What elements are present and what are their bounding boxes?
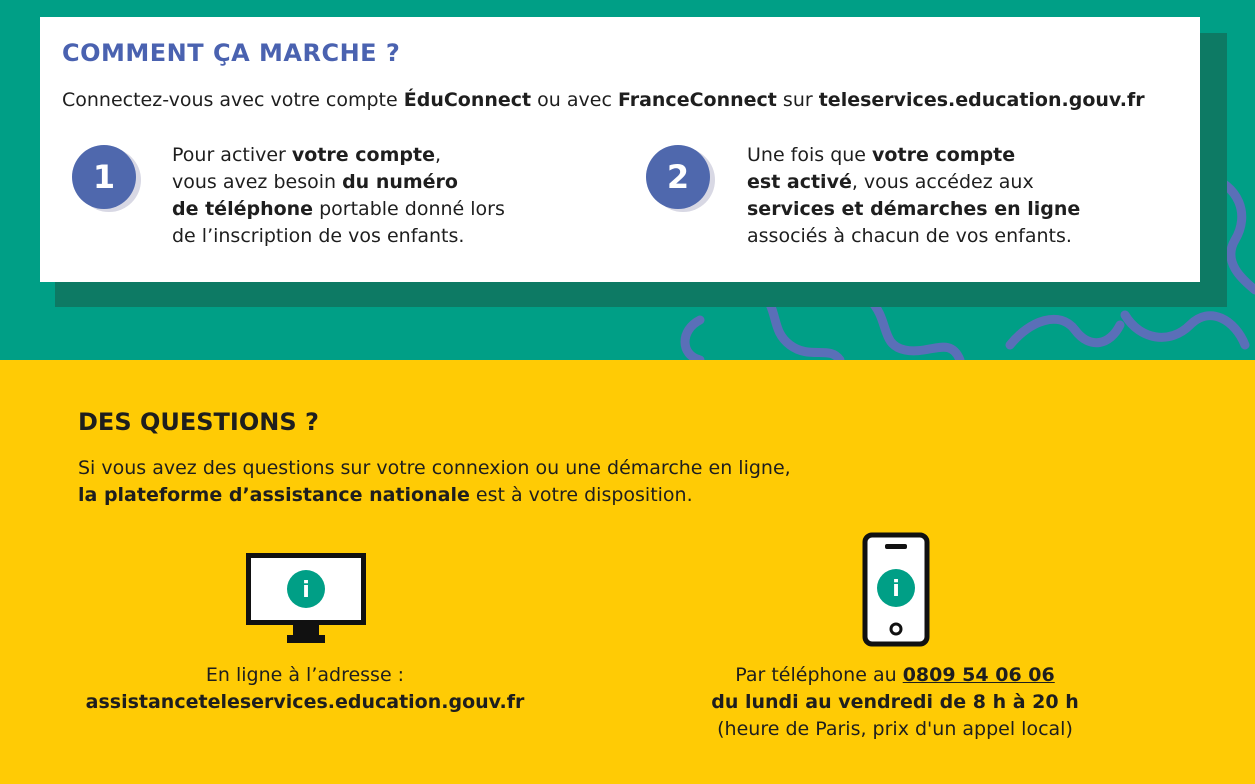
how-intro: Connectez-vous avec votre compte ÉduConnect ou avec FranceConnect sur teleservices.education.gouv.fr [62, 89, 1145, 111]
phone-label: Par téléphone au [735, 664, 903, 686]
online-contact [60, 662, 550, 716]
phone-number-link[interactable]: 0809 54 06 06 [902, 664, 1055, 686]
questions-section [0, 360, 1255, 784]
questions-text: Si vous avez des questions sur votre connexion ou une démarche en ligne, la plateforme d’assistance nationale est à votre disposition. [78, 457, 791, 506]
step-1-badge: 1 [72, 145, 136, 209]
teleservices-url[interactable]: teleservices.education.gouv.fr [818, 89, 1145, 111]
assistance-url[interactable]: assistanceteleservices.education.gouv.fr [85, 691, 525, 713]
phone-note: (heure de Paris, prix d'un appel local) [717, 718, 1073, 740]
franceconnect-label: FranceConnect [617, 89, 777, 111]
monitor-info-icon [246, 553, 366, 648]
monitor-info-letter: i [302, 578, 310, 603]
phone-hours: du lundi au vendredi de 8 h à 20 h [711, 691, 1079, 713]
educonnect-label: ÉduConnect [403, 89, 532, 111]
how-title: COMMENT ÇA MARCHE ? [62, 39, 401, 67]
top-band [0, 0, 1255, 360]
questions-title: DES QUESTIONS ? [78, 408, 319, 436]
phone-contact [650, 662, 1140, 743]
step-2-text: Une fois que votre compte est activé, vous accédez aux services et démarches en ligne associés à chacun de vos enfants. [747, 144, 1081, 247]
phone-info-icon [862, 532, 930, 647]
phone-info-letter: i [892, 577, 900, 602]
step-2-badge: 2 [646, 145, 710, 209]
step-1-text: Pour activer votre compte, vous avez besoin du numéro de téléphone portable donné lors de l’inscription de vos enfants. [172, 144, 505, 247]
online-label: En ligne à l’adresse : [205, 664, 405, 686]
how-it-works-card [40, 17, 1200, 282]
